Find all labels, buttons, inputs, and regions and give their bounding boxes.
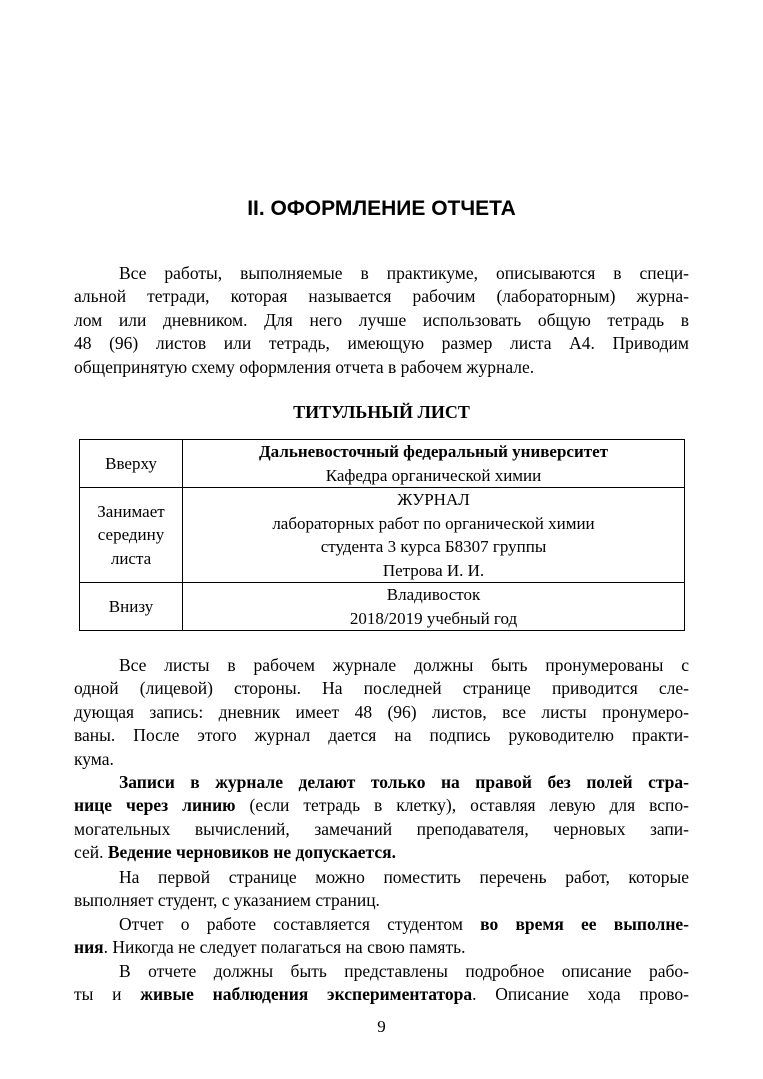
report-content-paragraph — [74, 960, 689, 1007]
text-line: могательных вычислений, замечаний преподавателя, черновых запи- — [74, 818, 689, 839]
journal-title: ЖУРНАЛ — [397, 490, 470, 509]
bold-text: живые наблюдения экспериментатора — [140, 984, 473, 1005]
section-heading: II. ОФОРМЛЕНИЕ ОТЧЕТА — [247, 197, 516, 220]
text-line: дующая запись: дневник имеет 48 (96) листов, все листы пронумеро- — [74, 701, 689, 722]
title-sheet-heading: ТИТУЛЬНЫЙ ЛИСТ — [293, 402, 470, 422]
text-line — [74, 841, 689, 864]
intro-paragraph — [74, 262, 689, 379]
text-line: В отчете должны быть представлены подробное описание рабо- — [119, 961, 689, 981]
student-course: студента 3 курса Б8307 группы — [320, 537, 547, 556]
plain-text: (если тетрадь в клетку), оставляя левую для вспо- — [235, 795, 689, 816]
row-content-top — [183, 440, 685, 488]
text-line: Все листы в рабочем журнале должны быть пронумерованы с — [119, 655, 689, 675]
row-label-bottom: Внизу — [80, 583, 183, 631]
row-content-middle — [183, 488, 685, 583]
department-name: Кафедра органической химии — [325, 465, 542, 485]
contents-paragraph — [74, 866, 689, 913]
records-paragraph — [74, 771, 689, 865]
university-name: Дальневосточный федеральный университет — [258, 442, 609, 461]
text-line: альной тетради, которая называется рабочим (лабораторным) журна- — [74, 286, 689, 307]
text-line: кума. — [74, 748, 114, 769]
academic-year: 2018/2019 учебный год — [349, 608, 518, 628]
bold-text: нице через линию — [74, 795, 236, 816]
text-line: ваны. После этого журнал дается на подпись руководителю практи- — [74, 725, 689, 746]
plain-text: . Описание хода прово- — [472, 984, 689, 1005]
label-line: Занимает — [97, 501, 165, 521]
plain-text: . Никогда не следует полагаться на свою память. — [103, 937, 466, 958]
text-line: 48 (96) листов или тетрадь, имеющую размер листа А4. Приводим — [74, 333, 689, 354]
numbering-paragraph — [74, 654, 689, 771]
text-line — [74, 794, 689, 817]
text-line: выполняет студент, с указанием страниц. — [74, 890, 380, 911]
report-timing-paragraph — [74, 913, 689, 960]
page-number: 9 — [377, 1017, 386, 1036]
text-line — [74, 936, 689, 959]
text-line — [74, 771, 689, 794]
plain-text: сей. — [74, 842, 108, 863]
city: Владивосток — [386, 585, 481, 604]
text-line: одной (лицевой) стороны. На последней странице приводится сле- — [74, 678, 689, 699]
table-row — [80, 440, 685, 488]
bold-text: во время ее выполне- — [480, 914, 689, 934]
plain-text: Отчет о работе составляется студентом — [119, 914, 481, 934]
title-sheet-table — [79, 439, 685, 631]
journal-subtitle: лабораторных работ по органической химии — [272, 513, 595, 533]
bold-text: Записи в журнале делают только на правой без полей стра- — [119, 772, 689, 792]
bold-text: Ведение черновиков не допускается. — [107, 842, 396, 863]
bold-text: ния — [74, 937, 104, 958]
label-line: листа — [110, 548, 152, 568]
text-line: общепринятую схему оформления отчета в рабочем журнале. — [74, 356, 535, 377]
student-name: Петрова И. И. — [382, 560, 485, 580]
label-line: середину — [97, 525, 165, 545]
text-line: лом или дневником. Для него лучше использовать общую тетрадь в — [74, 309, 689, 330]
text-line — [74, 983, 689, 1006]
text-line: Все работы, выполняемые в практикуме, описываются в специ- — [119, 263, 689, 283]
text-line: На первой странице можно поместить перечень работ, которые — [119, 867, 689, 887]
plain-text: ты и — [74, 984, 141, 1005]
row-content-bottom — [183, 583, 685, 631]
table-row — [80, 488, 685, 583]
table-row — [80, 583, 685, 631]
row-label-top: Вверху — [80, 440, 183, 488]
text-line — [74, 913, 689, 936]
row-label-middle — [80, 488, 183, 583]
